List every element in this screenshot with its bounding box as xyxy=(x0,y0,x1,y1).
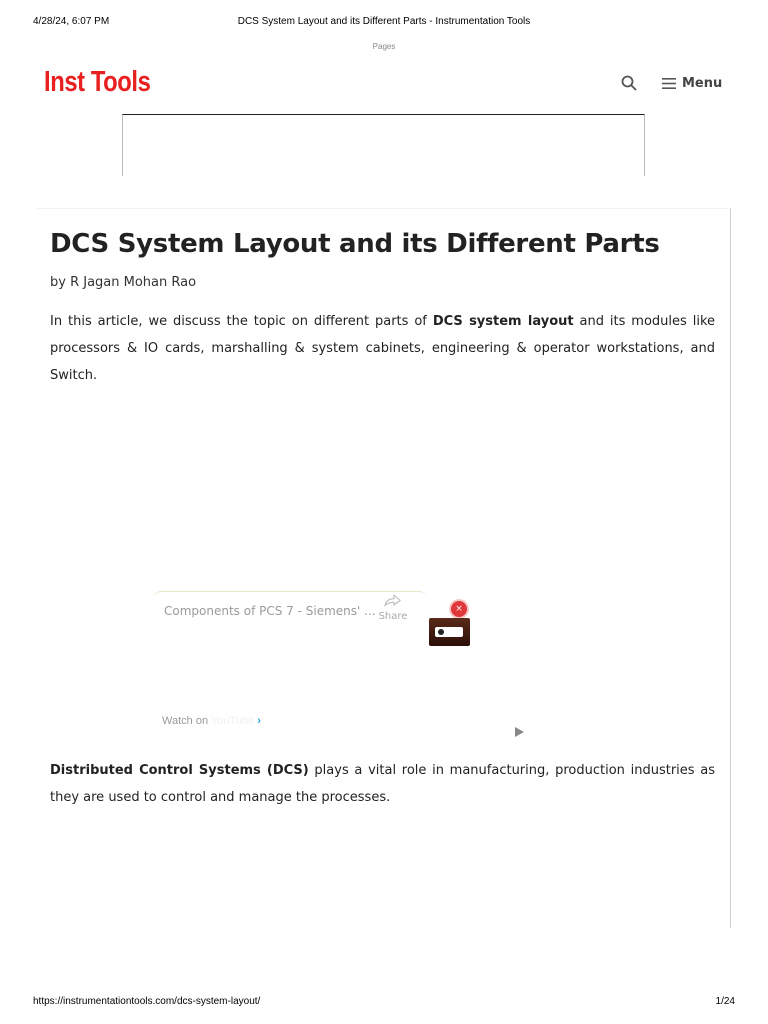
watch-on-youtube-link[interactable] xyxy=(162,715,261,727)
article xyxy=(36,208,731,928)
dcs-text: plays a vital role in manufacturing, production industries as they are used to control and manage the processes. xyxy=(50,763,715,805)
byline xyxy=(50,275,196,290)
chevron-right-icon: › xyxy=(257,715,261,727)
search-button[interactable] xyxy=(620,74,638,92)
site-logo[interactable]: Inst Tools xyxy=(44,66,151,98)
ad-frame xyxy=(122,114,645,176)
menu-label: Menu xyxy=(682,75,723,91)
print-page-title: DCS System Layout and its Different Parts - Instrumentation Tools xyxy=(237,16,531,27)
video-embed[interactable] xyxy=(153,589,539,739)
share-button[interactable] xyxy=(377,592,409,622)
intro-paragraph xyxy=(50,308,715,389)
intro-link-dcs-layout: DCS system layout xyxy=(432,314,574,329)
share-label: Share xyxy=(378,611,408,622)
channel-logo-badge xyxy=(435,627,463,637)
intro-text-before: In this article, we discuss the topic on different parts of xyxy=(50,314,433,329)
share-icon xyxy=(384,594,402,607)
intro-text-after: and its modules like processors & IO cards, marshalling & system cabinets, engineering & operator workstations, and Switch. xyxy=(50,314,716,383)
hamburger-icon xyxy=(662,78,676,89)
dcs-term: Distributed Control Systems (DCS) xyxy=(50,763,309,778)
print-url: https://instrumentationtools.com/dcs-system-layout/ xyxy=(33,996,261,1007)
author-byline: by R Jagan Mohan Rao xyxy=(50,275,197,290)
youtube-wordmark: YouTube xyxy=(210,715,255,727)
print-footer xyxy=(33,996,735,1010)
watch-on-label: Watch on xyxy=(162,715,209,727)
search-icon xyxy=(620,74,638,92)
play-icon[interactable] xyxy=(514,727,524,737)
channel-avatar[interactable] xyxy=(429,618,470,646)
site-header xyxy=(44,64,723,104)
dcs-paragraph xyxy=(50,757,715,811)
article-title: DCS System Layout and its Different Parts xyxy=(50,229,660,259)
video-title[interactable]: Components of PCS 7 - Siemens' ... xyxy=(164,604,376,618)
menu-button[interactable] xyxy=(662,73,722,93)
print-page-number: 1/24 xyxy=(715,996,735,1007)
close-icon[interactable]: × xyxy=(451,601,467,617)
print-header xyxy=(33,16,735,30)
print-date: 4/28/24, 6:07 PM xyxy=(33,16,110,27)
pages-label: Pages xyxy=(372,42,396,51)
